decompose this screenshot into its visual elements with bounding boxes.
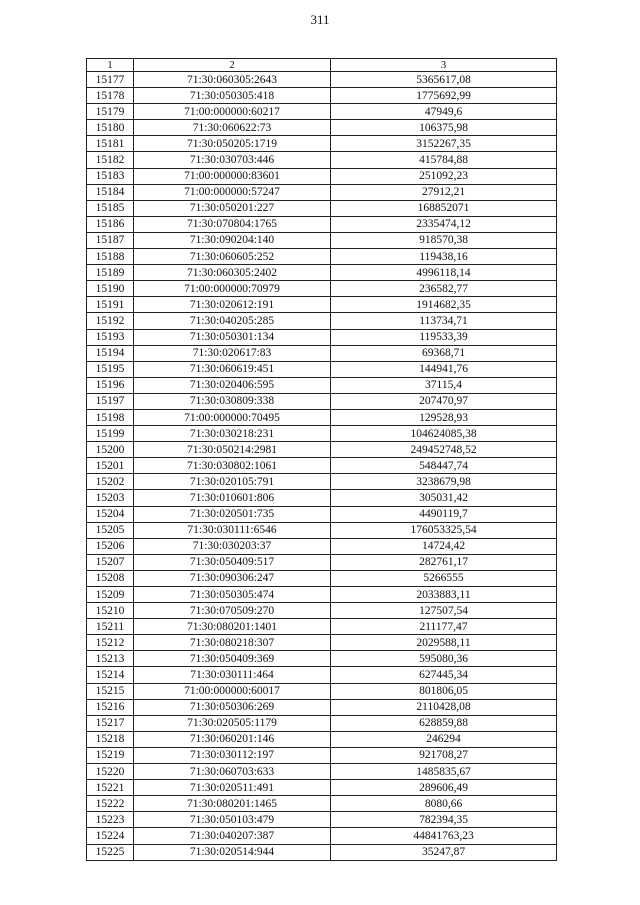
table-row (87, 635, 557, 651)
cadastral-number-cell: 71:00:000000:70495 (134, 409, 331, 425)
table-row (87, 474, 557, 490)
cadastral-number-cell: 71:30:050305:474 (134, 587, 331, 603)
value-cell: 129528,93 (331, 409, 557, 425)
cadastral-number-cell: 71:30:020406:595 (134, 377, 331, 393)
row-number-cell: 15184 (87, 184, 134, 200)
value-cell: 69368,71 (331, 345, 557, 361)
cadastral-number-cell: 71:00:000000:60217 (134, 104, 331, 120)
table-row (87, 844, 557, 860)
row-number-cell: 15179 (87, 104, 134, 120)
cadastral-number-cell: 71:30:010601:806 (134, 490, 331, 506)
row-number-cell: 15223 (87, 812, 134, 828)
table-row (87, 683, 557, 699)
cadastral-number-cell: 71:30:080201:1401 (134, 619, 331, 635)
row-number-cell: 15202 (87, 474, 134, 490)
table-row (87, 249, 557, 265)
row-number-cell: 15186 (87, 216, 134, 232)
row-number-cell: 15203 (87, 490, 134, 506)
table-row (87, 136, 557, 152)
table-row (87, 168, 557, 184)
cadastral-number-cell: 71:30:050103:479 (134, 812, 331, 828)
row-number-cell: 15197 (87, 393, 134, 409)
row-number-cell: 15204 (87, 506, 134, 522)
value-cell: 4996118,14 (331, 265, 557, 281)
row-number-cell: 15191 (87, 297, 134, 313)
table-row (87, 281, 557, 297)
table-row (87, 828, 557, 844)
table-row (87, 442, 557, 458)
cadastral-number-cell: 71:30:080201:1465 (134, 796, 331, 812)
cadastral-number-cell: 71:30:020514:944 (134, 844, 331, 860)
cadastral-number-cell: 71:30:050214:2981 (134, 442, 331, 458)
row-number-cell: 15206 (87, 538, 134, 554)
cadastral-number-cell: 71:30:070509:270 (134, 603, 331, 619)
table-row (87, 72, 557, 88)
table-row (87, 88, 557, 104)
table-row (87, 409, 557, 425)
table-row (87, 522, 557, 538)
cadastral-number-cell: 71:00:000000:60017 (134, 683, 331, 699)
value-cell: 27912,21 (331, 184, 557, 200)
value-cell: 249452748,52 (331, 442, 557, 458)
table-row (87, 329, 557, 345)
cadastral-number-cell: 71:30:040205:285 (134, 313, 331, 329)
row-number-cell: 15188 (87, 249, 134, 265)
value-cell: 1914682,35 (331, 297, 557, 313)
cadastral-number-cell: 71:00:000000:57247 (134, 184, 331, 200)
value-cell: 548447,74 (331, 458, 557, 474)
value-cell: 289606,49 (331, 780, 557, 796)
cadastral-number-cell: 71:30:050306:269 (134, 699, 331, 715)
cadastral-number-cell: 71:30:090204:140 (134, 232, 331, 248)
row-number-cell: 15215 (87, 683, 134, 699)
row-number-cell: 15208 (87, 570, 134, 586)
table-row (87, 764, 557, 780)
cadastral-number-cell: 71:30:060703:633 (134, 764, 331, 780)
value-cell: 2335474,12 (331, 216, 557, 232)
value-cell: 168852071 (331, 200, 557, 216)
table-row (87, 699, 557, 715)
cadastral-number-cell: 71:00:000000:83601 (134, 168, 331, 184)
value-cell: 47949,6 (331, 104, 557, 120)
table-row (87, 538, 557, 554)
row-number-cell: 15222 (87, 796, 134, 812)
cadastral-number-cell: 71:30:050201:227 (134, 200, 331, 216)
value-cell: 44841763,23 (331, 828, 557, 844)
value-cell: 782394,35 (331, 812, 557, 828)
cadastral-number-cell: 71:30:050409:517 (134, 554, 331, 570)
table-row (87, 812, 557, 828)
cadastral-number-cell: 71:30:050205:1719 (134, 136, 331, 152)
row-number-cell: 15210 (87, 603, 134, 619)
value-cell: 211177,47 (331, 619, 557, 635)
row-number-cell: 15209 (87, 587, 134, 603)
row-number-cell: 15189 (87, 265, 134, 281)
table-row (87, 715, 557, 731)
value-cell: 3152267,35 (331, 136, 557, 152)
row-number-cell: 15224 (87, 828, 134, 844)
cadastral-number-cell: 71:30:060622:73 (134, 120, 331, 136)
table-row (87, 104, 557, 120)
value-cell: 5365617,08 (331, 72, 557, 88)
cadastral-number-cell: 71:30:020505:1179 (134, 715, 331, 731)
table-row (87, 490, 557, 506)
cadastral-number-cell: 71:30:060305:2402 (134, 265, 331, 281)
cadastral-number-cell: 71:30:030203:37 (134, 538, 331, 554)
cadastral-number-cell: 71:30:090306:247 (134, 570, 331, 586)
cadastral-number-cell: 71:30:050301:134 (134, 329, 331, 345)
value-cell: 282761,17 (331, 554, 557, 570)
table-row (87, 506, 557, 522)
cadastral-number-cell: 71:30:060305:2643 (134, 72, 331, 88)
table-header-row (87, 59, 557, 72)
value-cell: 1485835,67 (331, 764, 557, 780)
cadastral-number-cell: 71:30:020511:491 (134, 780, 331, 796)
cadastral-number-cell: 71:30:040207:387 (134, 828, 331, 844)
row-number-cell: 15225 (87, 844, 134, 860)
row-number-cell: 15216 (87, 699, 134, 715)
cadastral-number-cell: 71:30:060619:451 (134, 361, 331, 377)
row-number-cell: 15211 (87, 619, 134, 635)
table-body (87, 72, 557, 861)
row-number-cell: 15177 (87, 72, 134, 88)
value-cell: 207470,97 (331, 393, 557, 409)
row-number-cell: 15219 (87, 747, 134, 763)
value-cell: 918570,38 (331, 232, 557, 248)
row-number-cell: 15201 (87, 458, 134, 474)
table-row (87, 603, 557, 619)
value-cell: 595080,36 (331, 651, 557, 667)
cadastral-number-cell: 71:30:020501:735 (134, 506, 331, 522)
cadastral-number-cell: 71:30:060201:146 (134, 731, 331, 747)
cadastral-number-cell: 71:30:060605:252 (134, 249, 331, 265)
cadastral-value-table (86, 58, 557, 861)
table-row (87, 731, 557, 747)
column-header-3: 3 (331, 59, 557, 72)
value-cell: 4490119,7 (331, 506, 557, 522)
cadastral-number-cell: 71:30:030802:1061 (134, 458, 331, 474)
cadastral-number-cell: 71:30:030703:446 (134, 152, 331, 168)
value-cell: 1775692,99 (331, 88, 557, 104)
table-row (87, 297, 557, 313)
cadastral-number-cell: 71:30:030809:338 (134, 393, 331, 409)
row-number-cell: 15195 (87, 361, 134, 377)
cadastral-number-cell: 71:30:050409:369 (134, 651, 331, 667)
table-row (87, 667, 557, 683)
value-cell: 106375,98 (331, 120, 557, 136)
table-row (87, 780, 557, 796)
value-cell: 113734,71 (331, 313, 557, 329)
cadastral-number-cell: 71:30:020612:191 (134, 297, 331, 313)
column-header-1: 1 (87, 59, 134, 72)
value-cell: 628859,88 (331, 715, 557, 731)
value-cell: 144941,76 (331, 361, 557, 377)
row-number-cell: 15205 (87, 522, 134, 538)
row-number-cell: 15194 (87, 345, 134, 361)
table-row (87, 651, 557, 667)
table-row (87, 393, 557, 409)
table-row (87, 796, 557, 812)
value-cell: 8080,66 (331, 796, 557, 812)
table-row (87, 619, 557, 635)
table-row (87, 345, 557, 361)
row-number-cell: 15221 (87, 780, 134, 796)
table-row (87, 426, 557, 442)
value-cell: 801806,05 (331, 683, 557, 699)
row-number-cell: 15192 (87, 313, 134, 329)
table-row (87, 458, 557, 474)
value-cell: 2033883,11 (331, 587, 557, 603)
table-row (87, 200, 557, 216)
row-number-cell: 15181 (87, 136, 134, 152)
value-cell: 104624085,38 (331, 426, 557, 442)
row-number-cell: 15185 (87, 200, 134, 216)
cadastral-number-cell: 71:30:030111:6546 (134, 522, 331, 538)
row-number-cell: 15214 (87, 667, 134, 683)
value-cell: 236582,77 (331, 281, 557, 297)
row-number-cell: 15217 (87, 715, 134, 731)
table-row (87, 377, 557, 393)
value-cell: 415784,88 (331, 152, 557, 168)
table-row (87, 313, 557, 329)
row-number-cell: 15213 (87, 651, 134, 667)
value-cell: 2029588,11 (331, 635, 557, 651)
row-number-cell: 15193 (87, 329, 134, 345)
row-number-cell: 15178 (87, 88, 134, 104)
row-number-cell: 15218 (87, 731, 134, 747)
cadastral-number-cell: 71:30:030218:231 (134, 426, 331, 442)
value-cell: 35247,87 (331, 844, 557, 860)
value-cell: 251092,23 (331, 168, 557, 184)
value-cell: 176053325,54 (331, 522, 557, 538)
row-number-cell: 15212 (87, 635, 134, 651)
row-number-cell: 15187 (87, 232, 134, 248)
row-number-cell: 15196 (87, 377, 134, 393)
cadastral-number-cell: 71:30:030111:464 (134, 667, 331, 683)
cadastral-number-cell: 71:30:050305:418 (134, 88, 331, 104)
table-row (87, 232, 557, 248)
page-number: 311 (310, 12, 330, 27)
cadastral-number-cell: 71:30:080218:307 (134, 635, 331, 651)
value-cell: 37115,4 (331, 377, 557, 393)
cadastral-number-cell: 71:00:000000:70979 (134, 281, 331, 297)
value-cell: 5266555 (331, 570, 557, 586)
table-row (87, 265, 557, 281)
value-cell: 119438,16 (331, 249, 557, 265)
table-row (87, 120, 557, 136)
table-row (87, 184, 557, 200)
value-cell: 119533,39 (331, 329, 557, 345)
cadastral-number-cell: 71:30:020105:791 (134, 474, 331, 490)
value-cell: 246294 (331, 731, 557, 747)
row-number-cell: 15200 (87, 442, 134, 458)
cadastral-number-cell: 71:30:070804:1765 (134, 216, 331, 232)
value-cell: 3238679,98 (331, 474, 557, 490)
row-number-cell: 15183 (87, 168, 134, 184)
row-number-cell: 15180 (87, 120, 134, 136)
table-row (87, 554, 557, 570)
row-number-cell: 15207 (87, 554, 134, 570)
row-number-cell: 15182 (87, 152, 134, 168)
row-number-cell: 15198 (87, 409, 134, 425)
table-row (87, 216, 557, 232)
cadastral-number-cell: 71:30:030112:197 (134, 747, 331, 763)
value-cell: 127507,54 (331, 603, 557, 619)
value-cell: 14724,42 (331, 538, 557, 554)
table-row (87, 570, 557, 586)
table-row (87, 361, 557, 377)
cadastral-number-cell: 71:30:020617:83 (134, 345, 331, 361)
value-cell: 921708,27 (331, 747, 557, 763)
value-cell: 305031,42 (331, 490, 557, 506)
row-number-cell: 15220 (87, 764, 134, 780)
column-header-2: 2 (134, 59, 331, 72)
table-row (87, 152, 557, 168)
row-number-cell: 15199 (87, 426, 134, 442)
value-cell: 627445,34 (331, 667, 557, 683)
value-cell: 2110428,08 (331, 699, 557, 715)
table-row (87, 747, 557, 763)
table-row (87, 587, 557, 603)
row-number-cell: 15190 (87, 281, 134, 297)
